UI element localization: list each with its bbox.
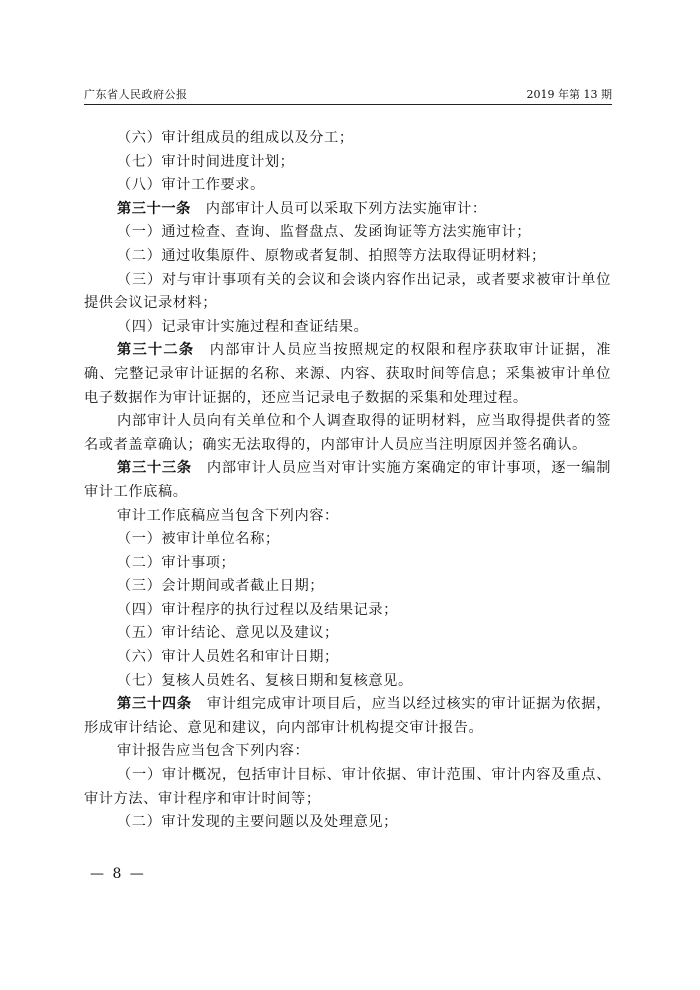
paragraph xyxy=(84,764,611,811)
paragraph xyxy=(84,245,611,269)
paragraph-text: （一）通过检查、查询、监督盘点、发函询证等方法实施审计； xyxy=(117,224,532,241)
paragraph xyxy=(84,151,611,175)
paragraph xyxy=(84,410,611,457)
paragraph-text: 内部审计人员可以采取下列方法实施审计： xyxy=(190,200,487,217)
paragraph xyxy=(84,599,611,623)
paragraph xyxy=(84,670,611,694)
article-number: 第三十一条 xyxy=(117,200,191,217)
paragraph xyxy=(84,740,611,764)
paragraph xyxy=(84,269,611,316)
paragraph-text: （六）审计组成员的组成以及分工； xyxy=(117,130,354,146)
paragraph xyxy=(84,575,611,599)
paragraph-text: （二）通过收集原件、原物或者复制、拍照等方法取得证明材料； xyxy=(117,247,546,264)
paragraph-text: 审计组完成审计项目后，应当以经过核实的审计证据为依据，形成审计结论、意见和建议，向内部审计机构提交审计报告。 xyxy=(84,696,611,736)
paragraph-text: 内部审计人员向有关单位和个人调查取得的证明材料，应当取得提供者的签名或者盖章确认；确实无法取得的，内部审计人员应当注明原因并签名确认。 xyxy=(84,413,611,453)
paragraph-text: （一）被审计单位名称； xyxy=(117,531,280,548)
paragraph xyxy=(84,174,611,198)
paragraph xyxy=(84,552,611,576)
article-paragraph xyxy=(84,198,611,222)
paragraph xyxy=(84,811,611,835)
paragraph-text: （七）复核人员姓名、复核日期和复核意见。 xyxy=(117,672,413,689)
paragraph xyxy=(84,316,611,340)
paragraph-text: （二）审计发现的主要问题以及处理意见； xyxy=(117,814,398,831)
paragraph xyxy=(84,622,611,646)
article-paragraph xyxy=(84,457,611,504)
paragraph-text: 内部审计人员应当对审计实施方案确定的审计事项，逐一编制审计工作底稿。 xyxy=(84,460,611,500)
paragraph xyxy=(84,127,611,151)
paragraph xyxy=(84,221,611,245)
paragraph-text: （三）对与审计事项有关的会议和会谈内容作出记录，或者要求被审计单位提供会议记录材料； xyxy=(84,271,611,312)
article-number: 第三十三条 xyxy=(117,460,192,477)
issue-number: 2019 年第 13 期 xyxy=(526,88,612,101)
paragraph-text: 内部审计人员应当按照规定的权限和程序获取审计证据，准确、完整记录审计证据的名称、来源、内容、获取时间等信息；采集被审计单位电子数据作为审计证据的，还应当记录电子数据的采集和处理过程。 xyxy=(84,342,611,406)
paragraph-text: 审计报告应当包含下列内容： xyxy=(117,743,310,760)
paragraph-text: （六）审计人员姓名和审计日期； xyxy=(117,649,339,666)
paragraph-text: （四）记录审计实施过程和查证结果。 xyxy=(117,318,369,335)
paragraph-text: （一）审计概况，包括审计目标、审计依据、审计范围、审计内容及重点、审计方法、审计程序和审计时间等； xyxy=(84,767,611,807)
page-number: — 8 — xyxy=(90,866,146,882)
paragraph-text: 审计工作底稿应当包含下列内容： xyxy=(117,507,339,524)
article-number: 第三十四条 xyxy=(117,696,192,713)
paragraph xyxy=(84,528,611,552)
article-paragraph xyxy=(84,339,611,410)
article-paragraph xyxy=(84,693,611,740)
paragraph xyxy=(84,505,611,529)
paragraph-text: （八）审计工作要求。 xyxy=(117,177,265,194)
paragraph-text: （七）审计时间进度计划； xyxy=(117,153,295,170)
article-number: 第三十二条 xyxy=(117,342,195,359)
paragraph xyxy=(84,646,611,670)
paragraph-text: （三）会计期间或者截止日期； xyxy=(117,578,325,595)
paragraph-text: （四）审计程序的执行过程以及结果记录； xyxy=(117,601,398,618)
header-divider xyxy=(84,104,612,105)
paragraph-text: （五）审计结论、意见以及建议； xyxy=(117,625,339,642)
document-body xyxy=(84,127,611,835)
publication-title: 广东省人民政府公报 xyxy=(84,88,188,101)
paragraph-text: （二）审计事项； xyxy=(117,554,236,571)
